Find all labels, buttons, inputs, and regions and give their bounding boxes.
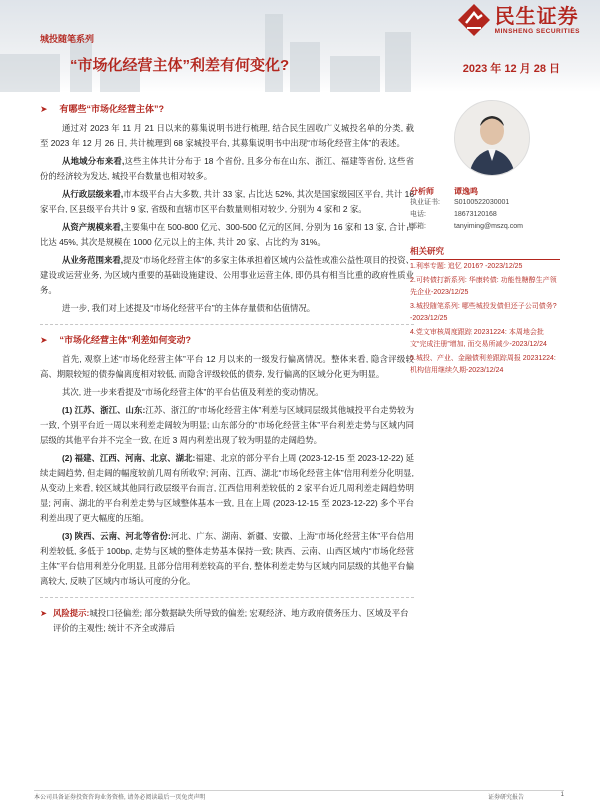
paragraph-lead: 从行政层级来看, — [62, 189, 124, 199]
disclaimer-text: 本公司具备证券投资咨询业务资格, 请务必阅读最后一页免责声明 — [34, 795, 206, 801]
info-value: S0100522030001 — [454, 199, 510, 206]
paragraph-lead: (1) 江苏、浙江、山东: — [62, 405, 146, 415]
paragraph: 其次, 进一步来看提及“市场化经营主体”的平台估值及利差的变动情况。 — [62, 387, 324, 397]
paragraph — [40, 403, 414, 448]
avatar-icon — [455, 101, 529, 175]
info-label: 邮箱: — [410, 223, 426, 230]
info-value: 18673120168 — [454, 211, 497, 218]
paragraph-lead: (2) 福建、江西、河南、北京、湖北: — [62, 453, 196, 463]
skyline-building — [0, 54, 60, 92]
logo-icon — [457, 3, 491, 37]
risk-notice — [40, 606, 414, 636]
section-heading — [40, 102, 414, 117]
page-title: “市场化经营主体”利差有何变化? — [70, 57, 290, 74]
paragraph — [40, 529, 414, 589]
paragraph — [40, 220, 414, 250]
brand-logo — [457, 3, 580, 37]
related-research-link[interactable]: 1.利率专题: 追忆 2016? -2023/12/25 — [410, 263, 523, 270]
sidebar — [410, 100, 560, 378]
paragraph-text: 江苏、浙江的“市场化经营主体”利差与区域同层级其他城投平台走势较为一致, 个别平台近一周以来利差走阔较为明显; 山东部分的“市场化经营主体”平台利差走势与区域内同层级的其他平台并不完全一致, 在近 3 周内利差出现了较为明显的走阔趋势。 — [40, 405, 414, 445]
section-divider — [40, 597, 414, 598]
paragraph-lead: 从资产规模来看, — [62, 222, 124, 232]
paragraph — [40, 187, 414, 217]
risk-lead: 风险提示: — [53, 608, 90, 618]
paragraph-lead: (3) 陕西、云南、河北等省份: — [62, 531, 171, 541]
main-content — [40, 100, 414, 636]
skyline-building — [330, 56, 380, 92]
paragraph — [40, 154, 414, 184]
analyst-info-row — [410, 221, 560, 233]
analyst-name: 谭逸鸣 — [454, 187, 478, 196]
analyst-info-row — [410, 209, 560, 221]
page-footer — [34, 790, 564, 801]
section2-title: “市场化经营主体”利差如何变动? — [59, 335, 192, 345]
paragraph-text: 市本级平台占大多数, 共计 33 家, 占比达 52%, 其次是国家级园区平台, 共计 16 家平台, 区县级平台共计 9 家, 省级和直辖市区平台数量则相对较少, 分别为 4 家和 2 家。 — [40, 189, 414, 214]
paragraph-text: 河北、广东、湖南、新疆、安徽、上海“市场化经营主体”平台信用利差较低, 多低于 100bp, 走势与区域的整体走势基本保持一致; 陕西、云南、山西区域内“市场化经营主体”平台信用利差分化明显, 且部分信用利差较高的平台, 整体利差走势与区域内同层级的其他平台偏离较大, 反映了区域内市场认可度的分化。 — [40, 531, 414, 586]
skyline-building — [385, 32, 411, 92]
arrow-icon: ➤ — [40, 104, 48, 114]
paragraph-text: 提及“市场化经营主体”的多家主体承担着区域内公益性或准公益性项目的投资、建设或运营业务, 为区域内重要的基础设施建设、公用事业运营主体, 即仍具有相当比重的政府性质业务。 — [40, 255, 415, 295]
section-heading — [40, 333, 414, 348]
skyline-building — [290, 42, 320, 92]
logo-cn: 民生证券 — [494, 5, 579, 28]
paragraph-lead: 从地域分布来看, — [62, 156, 125, 166]
paragraph-text: 主要集中在 500-800 亿元、300-500 亿元的区间, 分别为 16 家和 13 家, 合计占比达 45%, 其次是规模在 1000 亿元以上的主体, 共计 20 家、占比约为 31%。 — [40, 222, 414, 247]
page-number: 1 — [560, 792, 564, 798]
report-date: 2023 年 12 月 28 日 — [462, 63, 560, 75]
related-research-link[interactable]: 4.党文审核周度跟踪 20231224: 本周地会批文“完成注册”增加, 而交易所减少-2023/12/24 — [410, 328, 547, 348]
analyst-role: 分析师 — [410, 187, 434, 196]
risk-text: 城投口径偏差; 部分数据缺失所导致的偏差; 宏观经济、地方政府债务压力、区域及平台评价的主观性; 统计不齐全或滞后 — [53, 608, 409, 633]
skyline-tower — [265, 14, 283, 92]
related-research-link[interactable]: 3.城投随笔系列: 哪些城投发债但还子公司债务? -2023/12/25 — [410, 302, 557, 322]
paragraph — [40, 253, 414, 298]
report-type: 证券研究报告 — [487, 795, 524, 801]
paragraph-lead: 从业务范围来看, — [62, 255, 124, 265]
paragraph — [40, 451, 414, 526]
arrow-icon: ➤ — [40, 608, 48, 618]
related-research-link[interactable]: 5.城投、产业、金融债利差跟踪周报 20231224: 机构信用继续久期-2023/12/24 — [410, 354, 556, 374]
section-divider — [40, 324, 414, 325]
related-research-title: 相关研究 — [410, 245, 560, 260]
report-series: 城投随笔系列 — [40, 34, 95, 44]
paragraph-text: 这些主体共计分布于 18 个省份, 且多分布在山东、浙江、福建等省份, 这些省份的经济较为发达, 城投平台数量也相对较多。 — [40, 156, 414, 181]
header-banner — [0, 0, 600, 92]
paragraph: 进一步, 我们对上述提及“市场化经营平台”的主体存量债和估值情况。 — [62, 303, 316, 313]
arrow-icon: ➤ — [40, 335, 48, 345]
logo-en: MINSHENG SECURITIES — [494, 27, 580, 35]
section1-title: 有哪些“市场化经营主体”? — [59, 104, 165, 114]
analyst-photo — [454, 100, 530, 176]
paragraph: 首先, 观察上述“市场化经营主体”平台 12 月以来的一级发行偏离情况。整体来看, 隐含评级较高、期限较短的债券偏离度相对较低, 而隐含评级较低的债券, 发行偏离的区域分化更为明显。 — [40, 354, 414, 379]
info-label: 执业证书: — [410, 199, 440, 206]
email-link[interactable]: tanyiming@mszq.com — [454, 223, 523, 230]
related-research-link[interactable]: 2.可转债打新系列: 华康转债: 功能性糖醇生产领先企业-2023/12/25 — [410, 276, 557, 296]
analyst-info-row — [410, 197, 560, 209]
info-label: 电话: — [410, 211, 426, 218]
paragraph-text: 福建、北京的部分平台上周 (2023-12-15 至 2023-12-22) 延续走阔趋势, 但走阔的幅度较前几周有所收窄; 河南、江西、湖北“市场化经营主体”信用利差分化明显, 从变动上来看, 较区域其他同行政层级平台而言, 江西信用利差较低的 2 家平台近几周利差走阔趋势明显; 河南、湖北的平台利差走势与区域整体基本一致, 且在上周 (2023-12-15 至 2023-12-22) 多个平台利差出现了更大幅度的压缩。 — [40, 453, 414, 523]
paragraph: 通过对 2023 年 11 月 21 日以来的募集说明书进行梳理, 结合民生固收广义城投名单的分类, 截至 2023 年 12 月 26 日, 共计梳理到 68 家城投平台, 其募集说明书中出现“市场化经营主体”的表述。 — [40, 123, 414, 148]
analyst-header — [410, 186, 560, 197]
